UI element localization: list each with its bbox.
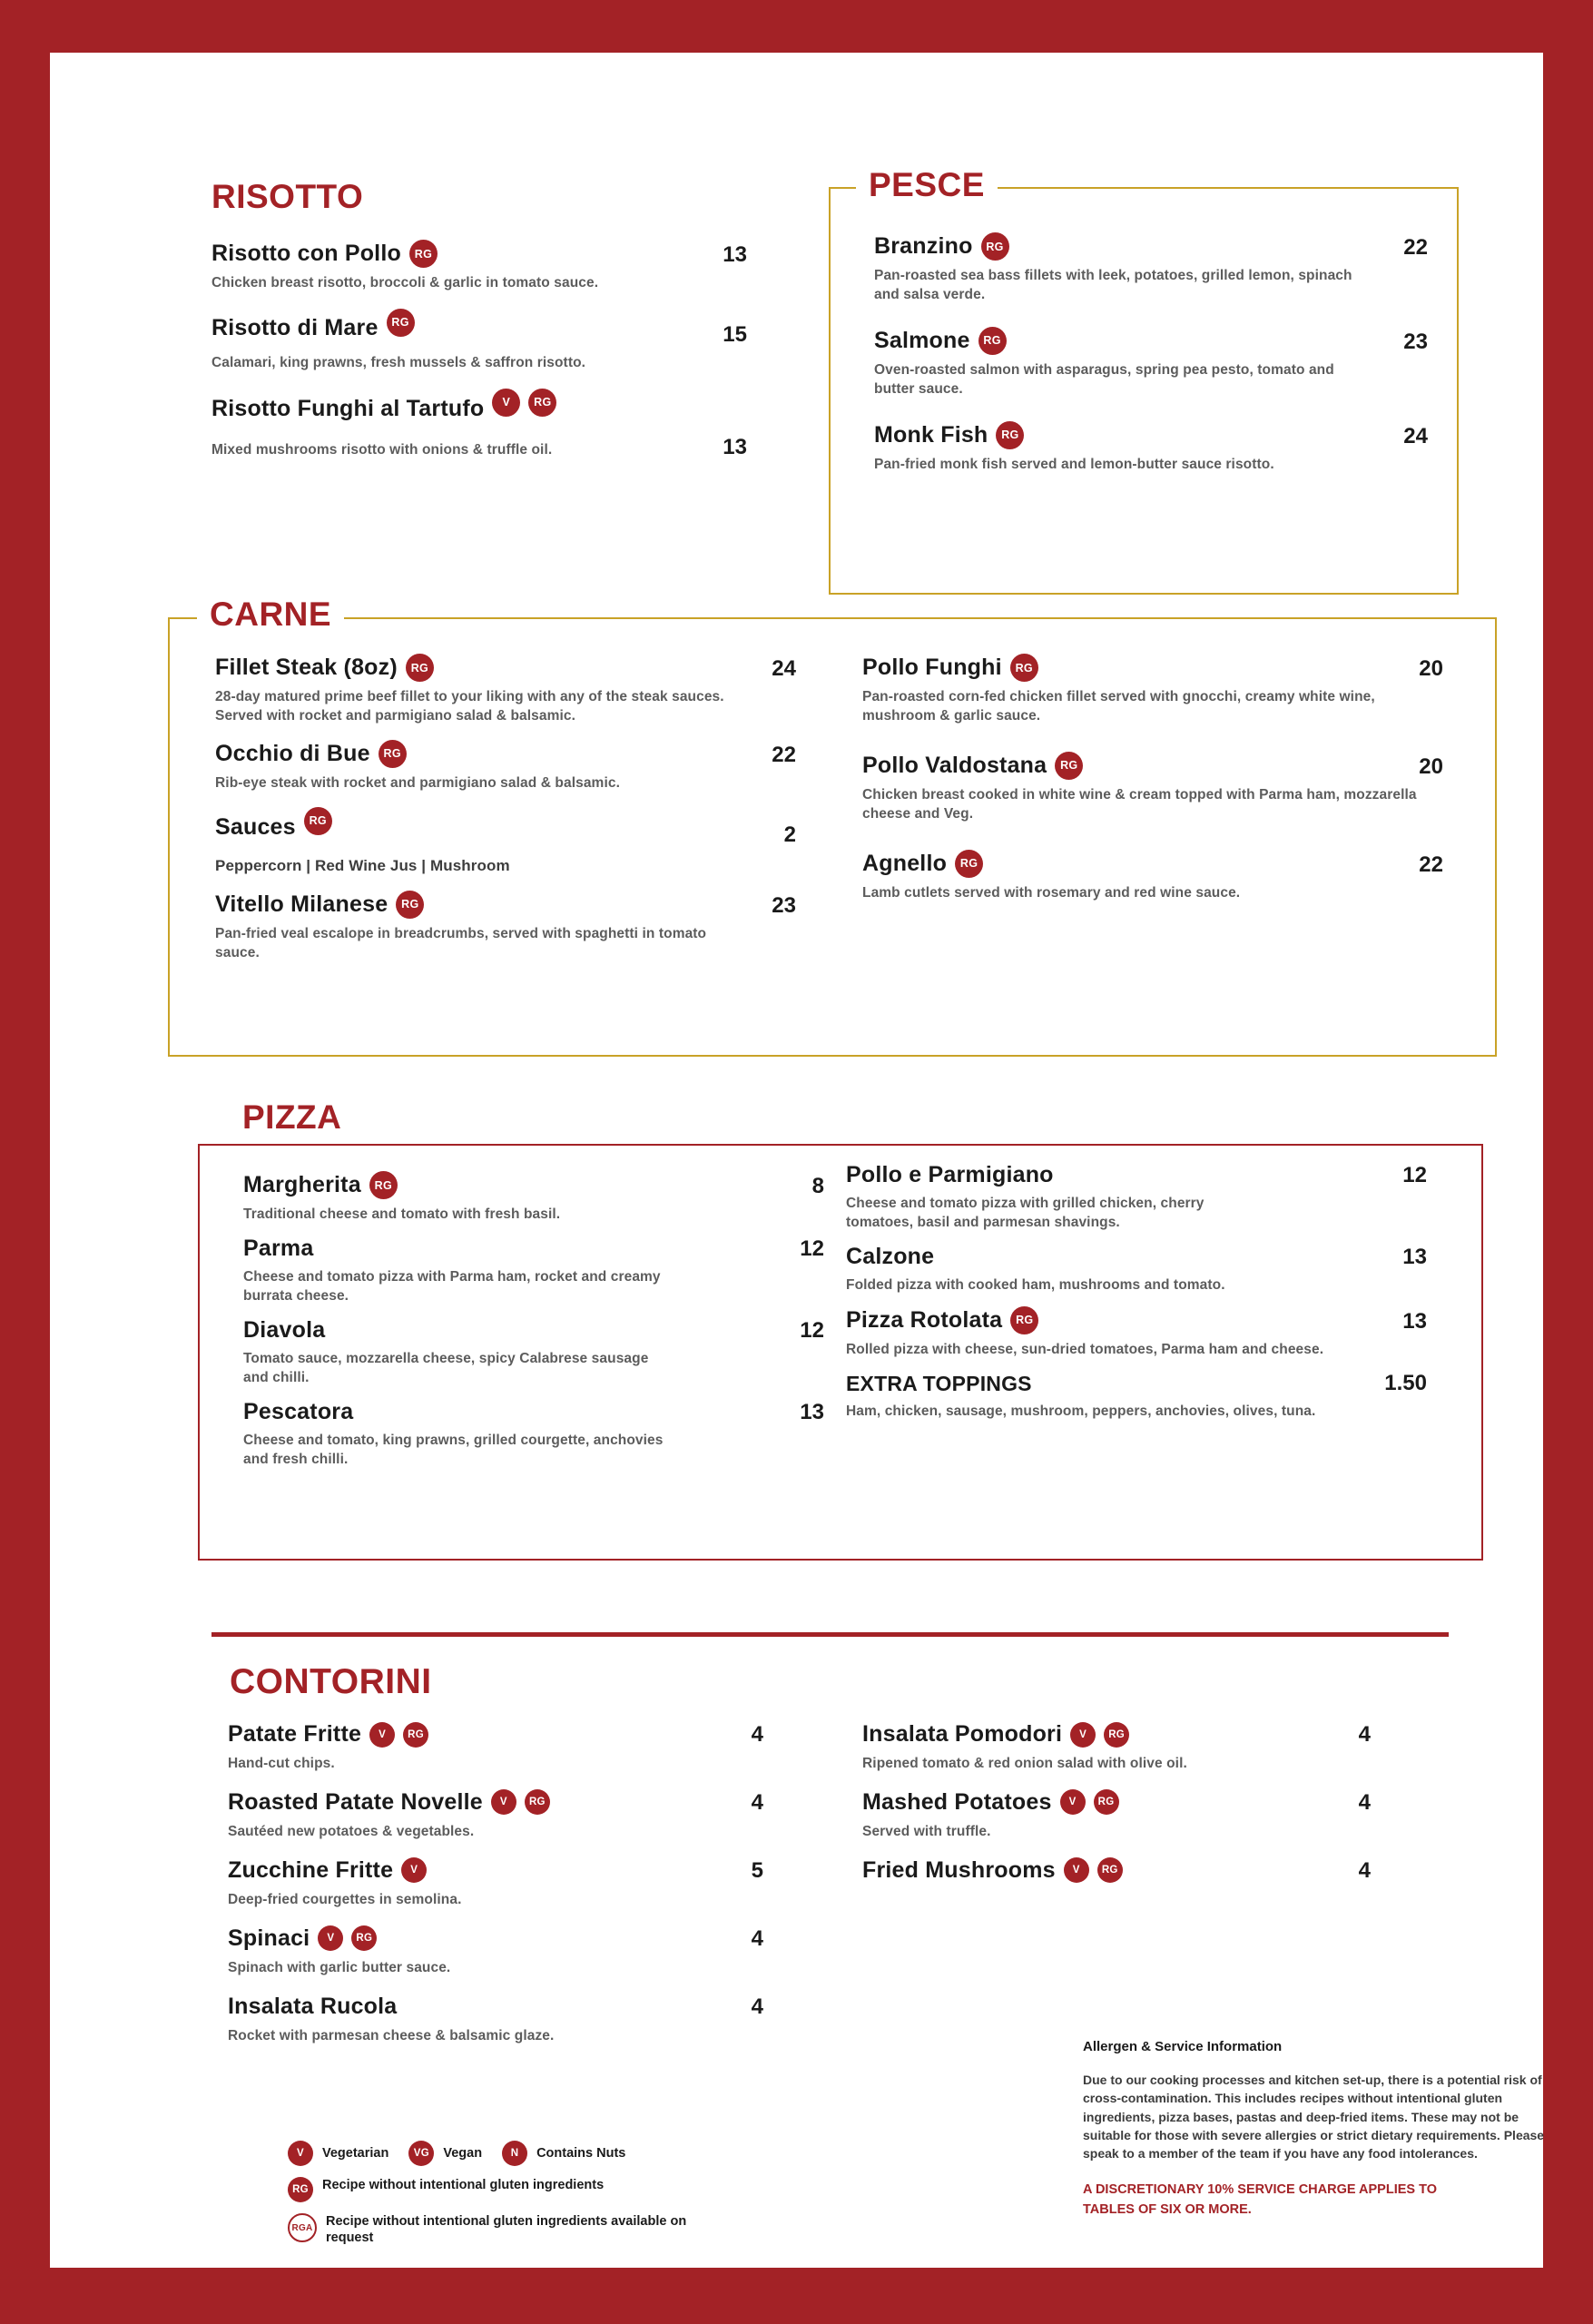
menu-item [862, 850, 1443, 903]
item-price: 1.50 [1384, 1370, 1427, 1395]
item-price: 8 [811, 1174, 824, 1198]
key-label: Contains Nuts [536, 2145, 626, 2161]
item-name: Roasted Patate Novelle [228, 1788, 483, 1815]
vegetarian-badge: V [492, 389, 520, 417]
section-pesce [874, 232, 1428, 475]
item-name: Mashed Potatoes [862, 1788, 1052, 1815]
item-name: Pollo Funghi [862, 655, 1002, 680]
item-price: 20 [1419, 656, 1443, 681]
item-name: Pescatora [243, 1398, 354, 1424]
item-name: Margherita [243, 1172, 361, 1197]
item-price: 20 [1419, 753, 1443, 779]
item-price: 24 [1403, 423, 1428, 448]
section-pizza-left [243, 1171, 824, 1469]
item-price: 13 [723, 434, 747, 459]
item-description: Sautéed new potatoes & vegetables. [228, 1823, 475, 1839]
item-description: Rocket with parmesan cheese & balsamic glaze. [228, 2027, 555, 2043]
item-price: 13 [723, 242, 747, 267]
rg-badge: RG [1104, 1722, 1129, 1748]
item-price: 4 [751, 1722, 763, 1747]
key-row-vegetarian [288, 2141, 742, 2166]
item-name: Monk Fish [874, 421, 988, 448]
rg-badge: RG [351, 1925, 377, 1951]
rg-badge: RG [396, 891, 424, 919]
section-divider [211, 1632, 1449, 1637]
item-name: Sauces [215, 813, 296, 840]
menu-item [846, 1306, 1427, 1360]
item-description: Oven-roasted salmon with asparagus, spring pea pesto, tomato and butter sauce. [874, 361, 1334, 397]
menu-item [846, 1371, 1427, 1422]
rg-badge: RG [1055, 752, 1083, 780]
item-description: Cheese and tomato, king prawns, grilled courgette, anchovies and fresh chilli. [243, 1432, 664, 1467]
item-name: Vitello Milanese [215, 891, 388, 917]
menu-item [243, 1317, 824, 1388]
rga-badge: RGA [288, 2213, 317, 2242]
item-price: 23 [772, 892, 796, 918]
section-contorini-right [862, 1721, 1371, 1884]
vegetarian-badge: V [318, 1925, 343, 1951]
item-name: Parma [243, 1235, 314, 1261]
item-price: 13 [1402, 1308, 1427, 1334]
item-name: Pollo e Parmigiano [846, 1162, 1054, 1187]
item-name: Insalata Pomodori [862, 1721, 1063, 1747]
item-name: EXTRA TOPPINGS [846, 1371, 1032, 1395]
item-price: 4 [751, 1925, 763, 1951]
menu-item [228, 1789, 763, 1842]
item-description: Peppercorn | Red Wine Jus | Mushroom [215, 856, 510, 874]
item-name: Pollo Valdostana [862, 752, 1047, 778]
vegetarian-badge: V [1064, 1857, 1089, 1883]
menu-item [862, 654, 1443, 726]
menu-item [228, 1994, 763, 2046]
rg-badge: RG [369, 1171, 398, 1199]
item-description: Pan-fried monk fish served and lemon-butter sauce risotto. [874, 456, 1274, 472]
menu-item [215, 807, 796, 877]
item-price: 5 [751, 1857, 763, 1883]
key-label: Recipe without intentional gluten ingredients available on request [326, 2214, 687, 2246]
allergen-heading: Allergen & Service Information [1083, 2039, 1283, 2054]
vegetarian-badge: V [491, 1789, 516, 1815]
item-name: Risotto Funghi al Tartufo [211, 395, 485, 421]
menu-item [874, 327, 1428, 399]
item-name: Fried Mushrooms [862, 1856, 1056, 1883]
item-price: 4 [1358, 1789, 1371, 1815]
item-name: Zucchine Fritte [228, 1856, 394, 1883]
menu-item [862, 1857, 1371, 1884]
key-label: Vegan [443, 2145, 483, 2161]
item-price: 4 [751, 1789, 763, 1815]
section-title-pesce-wrap [856, 166, 998, 204]
section-pizza-right [846, 1162, 1427, 1422]
rg-badge: RG [978, 327, 1007, 355]
item-description: Cheese and tomato pizza with grilled chicken, cherry tomatoes, basil and parmesan shavings. [846, 1196, 1205, 1230]
menu-item [215, 654, 796, 726]
menu-item [862, 1721, 1371, 1774]
rg-badge: RG [1094, 1789, 1119, 1815]
rg-badge: RG [525, 1789, 550, 1815]
section-contorini-left [228, 1721, 763, 2046]
vegetarian-badge: V [1070, 1722, 1096, 1748]
item-price: 24 [772, 656, 796, 681]
section-risotto [211, 178, 747, 460]
vegetarian-badge: V [1060, 1789, 1086, 1815]
section-title-pesce: PESCE [869, 166, 985, 203]
item-description: Pan-roasted corn-fed chicken fillet served with gnocchi, creamy white wine, mushroom & garlic sauce. [862, 689, 1375, 724]
section-title-pizza-wrap [230, 1098, 354, 1137]
item-price: 4 [1358, 1857, 1371, 1883]
item-name: Spinaci [228, 1925, 310, 1951]
item-price: 4 [751, 1994, 763, 2019]
item-description: Chicken breast risotto, broccoli & garlic in tomato sauce. [211, 275, 599, 290]
key-label: Recipe without intentional gluten ingredients [322, 2178, 605, 2192]
menu-item [874, 232, 1428, 305]
menu-item [243, 1171, 824, 1225]
rg-badge: RG [996, 421, 1024, 449]
key-row-rg [288, 2177, 742, 2202]
nuts-badge: N [502, 2141, 527, 2166]
menu-page [50, 53, 1543, 2268]
item-description: Cheese and tomato pizza with Parma ham, rocket and creamy burrata cheese. [243, 1268, 661, 1304]
item-description: Rib-eye steak with rocket and parmigiano salad & balsamic. [215, 774, 620, 791]
item-description: Calamari, king prawns, fresh mussels & saffron risotto. [211, 354, 586, 370]
menu-item [211, 309, 747, 373]
item-price: 22 [1403, 235, 1428, 260]
item-price: 15 [723, 321, 747, 347]
rg-badge: RG [304, 807, 332, 835]
menu-item [228, 1857, 763, 1910]
item-description: Mixed mushrooms risotto with onions & truffle oil. [211, 441, 553, 458]
item-description: Ripened tomato & red onion salad with olive oil. [862, 1756, 1187, 1771]
rg-badge: RG [1010, 654, 1038, 682]
vegetarian-badge: V [369, 1722, 395, 1748]
menu-item [228, 1721, 763, 1774]
menu-item [243, 1399, 824, 1470]
item-price: 12 [800, 1317, 824, 1343]
item-description: Tomato sauce, mozzarella cheese, spicy Calabrese sausage and chilli. [243, 1350, 649, 1385]
item-name: Insalata Rucola [228, 1993, 398, 2019]
section-carne-left [215, 654, 796, 963]
item-description: Hand-cut chips. [228, 1756, 335, 1771]
item-price: 13 [1402, 1244, 1427, 1269]
section-carne-right [862, 654, 1443, 903]
item-price: 22 [772, 742, 796, 767]
section-contorini-title [230, 1662, 432, 1702]
rg-badge: RG [981, 232, 1009, 261]
item-description: Traditional cheese and tomato with fresh basil. [243, 1206, 561, 1222]
item-description: Folded pizza with cooked ham, mushrooms and tomato. [846, 1276, 1225, 1293]
rg-badge: RG [409, 240, 438, 268]
item-description: Rolled pizza with cheese, sun-dried tomatoes, Parma ham and cheese. [846, 1341, 1324, 1357]
item-description: Ham, chicken, sausage, mushroom, peppers, anchovies, olives, tuna. [846, 1403, 1316, 1419]
item-price: 22 [1419, 852, 1443, 877]
rg-badge: RG [528, 389, 556, 417]
menu-item [862, 752, 1443, 824]
item-name: Salmone [874, 327, 970, 353]
allergen-body: Due to our cooking processes and kitchen set-up, there is a potential risk of cross-contamination. This includes recipes without intentional gluten ingredients, pizza bases, pastas and deep-fried items. These may not be suitable for those with severe allergies or strict dietary requirements. Please speak to a member of the team if you have any food intolerances. [1083, 2073, 1545, 2162]
menu-item [846, 1162, 1427, 1233]
menu-item [215, 740, 796, 793]
menu-item [862, 1789, 1371, 1842]
rg-badge: RG [379, 740, 407, 768]
item-description: Pan-fried veal escalope in breadcrumbs, served with spaghetti in tomato sauce. [215, 925, 707, 960]
item-name: Fillet Steak (8oz) [215, 655, 398, 680]
section-title-risotto: RISOTTO [211, 178, 364, 215]
section-title-carne: CARNE [210, 596, 332, 633]
rg-badge: RG [387, 309, 415, 337]
item-description: Served with truffle. [862, 1823, 991, 1839]
menu-item [846, 1244, 1427, 1295]
menu-item [215, 891, 796, 963]
allergen-key [288, 2141, 742, 2257]
key-row-rga [288, 2213, 742, 2246]
vegetarian-badge: V [401, 1857, 427, 1883]
item-name: Branzino [874, 233, 973, 259]
item-price: 4 [1358, 1722, 1371, 1747]
vegan-badge: VG [408, 2141, 434, 2166]
rg-badge: RG [406, 654, 434, 682]
item-description: 28-day matured prime beef fillet to your liking with any of the steak sauces. Served with rocket and parmigiano salad & balsamic. [215, 689, 724, 724]
item-description: Spinach with garlic butter sauce. [228, 1959, 451, 1975]
item-description: Deep-fried courgettes in semolina. [228, 1891, 462, 1907]
section-title-contorini: CONTORINI [230, 1662, 432, 1701]
item-price: 23 [1403, 329, 1428, 354]
item-price: 13 [800, 1399, 824, 1424]
item-name: Agnello [862, 850, 948, 876]
allergen-info [1083, 2039, 1555, 2220]
rg-badge: RG [1097, 1857, 1123, 1883]
section-title-pizza: PIZZA [242, 1098, 342, 1136]
rg-badge: RG [955, 850, 983, 878]
key-label: Vegetarian [322, 2145, 389, 2161]
service-charge-note: A DISCRETIONARY 10% SERVICE CHARGE APPLIES TO TABLES OF SIX OR MORE. [1083, 2182, 1437, 2217]
item-name: Calzone [846, 1243, 935, 1269]
item-price: 2 [783, 822, 796, 847]
menu-item [243, 1236, 824, 1306]
item-price: 12 [800, 1236, 824, 1261]
section-title-carne-wrap [197, 596, 344, 634]
item-description: Pan-roasted sea bass fillets with leek, potatoes, grilled lemon, spinach and salsa verde. [874, 268, 1352, 302]
item-name: Risotto con Pollo [211, 241, 401, 266]
item-name: Pizza Rotolata [846, 1306, 1003, 1333]
item-price: 12 [1402, 1163, 1427, 1187]
rg-badge: RG [403, 1722, 428, 1748]
item-name: Risotto di Mare [211, 314, 379, 340]
item-name: Diavola [243, 1316, 326, 1343]
item-name: Occhio di Bue [215, 740, 370, 766]
rg-badge: RG [1010, 1306, 1038, 1334]
menu-item [211, 389, 747, 460]
item-description: Lamb cutlets served with rosemary and red wine sauce. [862, 884, 1241, 901]
item-description: Chicken breast cooked in white wine & cream topped with Parma ham, mozzarella cheese and Veg. [862, 786, 1417, 822]
rg-badge: RG [288, 2177, 313, 2202]
menu-item [211, 240, 747, 293]
menu-item [874, 421, 1428, 475]
menu-item [228, 1925, 763, 1978]
vegetarian-badge: V [288, 2141, 313, 2166]
item-name: Patate Fritte [228, 1721, 362, 1747]
